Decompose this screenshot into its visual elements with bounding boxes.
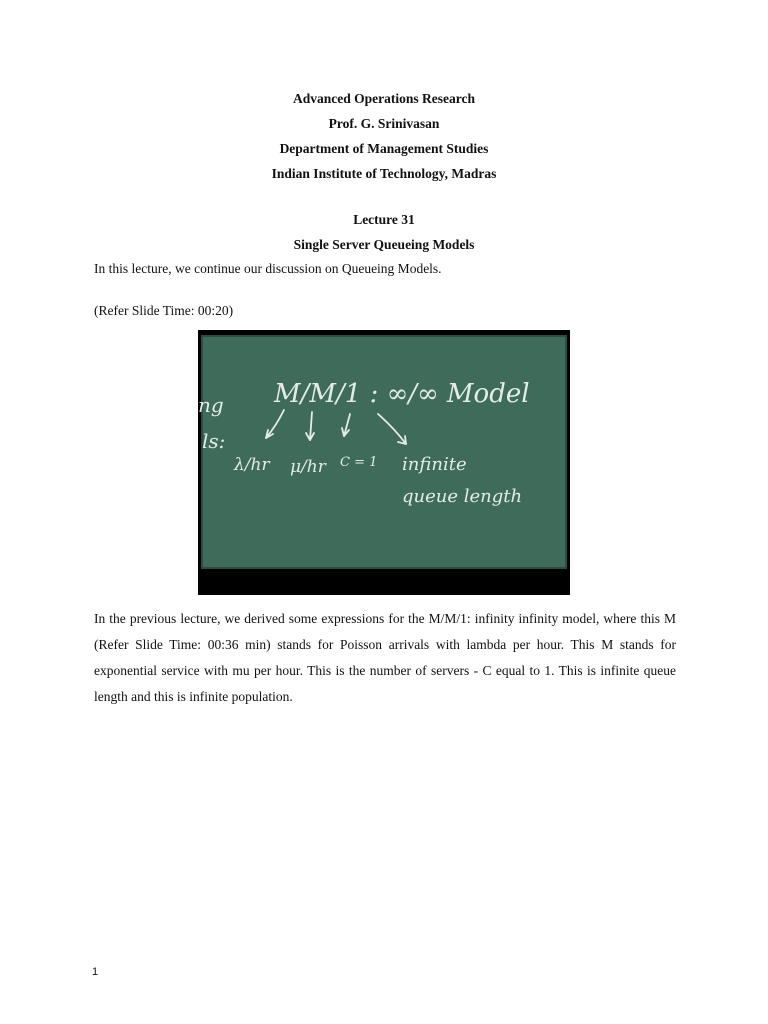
body-paragraph: In the previous lecture, we derived some expressions for the M/M/1: infinity infinity model, where this M (Refer Slide Time: 00:36 min) stands for Poisson arrivals with lambda per hour. This M stands for exponential service with mu per hour. This is the number of servers - C equal to 1. This is infinite queue length and this is infinite population. (94, 611, 676, 704)
margin-text-1: ng (198, 393, 224, 417)
lecture-slide-image (198, 330, 570, 595)
infinite-label: infinite (402, 454, 467, 475)
lecture-title: Single Server Queueing Models (293, 237, 475, 252)
document-header (0, 86, 768, 186)
margin-text-2: ls: (202, 429, 226, 453)
model-notation: M/M/1 : ∞/∞ Model (274, 379, 530, 409)
chalkboard-surface (202, 336, 566, 568)
department-name: Department of Management Studies (279, 141, 489, 156)
lecture-heading (0, 207, 768, 257)
page-number: 1 (92, 966, 99, 978)
queue-length-label: queue length (402, 486, 523, 507)
professor-name: Prof. G. Srinivasan (328, 116, 440, 131)
institute-name: Indian Institute of Technology, Madras (271, 166, 497, 181)
servers-label: C = 1 (340, 455, 378, 470)
service-rate-label: μ/hr (290, 457, 326, 477)
intro-paragraph: In this lecture, we continue our discussion on Queueing Models. (94, 261, 442, 276)
refer-slide-time: (Refer Slide Time: 00:20) (94, 303, 234, 318)
arrival-rate-label: λ/hr (234, 455, 270, 475)
lecture-number: Lecture 31 (353, 212, 415, 227)
chalkboard-figure (198, 330, 570, 595)
course-title: Advanced Operations Research (293, 91, 475, 106)
